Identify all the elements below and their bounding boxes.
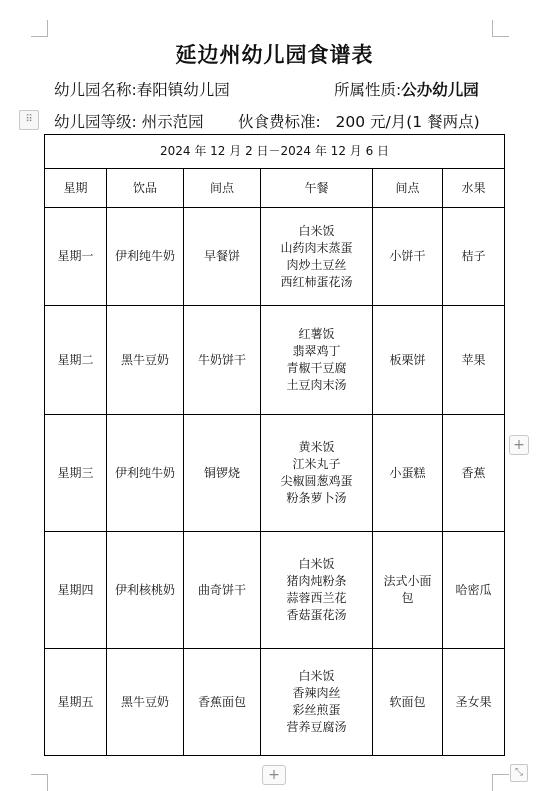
drink-cell[interactable]: 伊利纯牛奶 [107,415,184,532]
lunch-item: 红薯饭 [298,327,335,341]
crop-mark-bottom-right [492,774,509,791]
lunch-item: 白米饭 [298,557,335,571]
table-row [45,306,505,415]
meal-fee-label: 伙食费标准: [238,113,321,131]
day-cell[interactable]: 星期二 [45,306,107,415]
header-cell-snack-1[interactable]: 间点 [184,169,261,208]
drink-cell[interactable]: 黑牛豆奶 [107,649,184,756]
add-row-button[interactable] [262,765,286,785]
kindergarten-level-value: 州示范园 [141,113,204,131]
lunch-item: 肉炒土豆丝 [286,257,347,272]
table-row [45,415,505,532]
header-cell-weekday[interactable]: 星期 [45,169,107,208]
lunch-item: 香辣肉丝 [292,686,341,700]
fruit-cell[interactable]: 苹果 [443,306,505,415]
lunch-item: 白米饭 [298,669,335,683]
add-column-button[interactable] [509,435,529,455]
day-cell[interactable]: 星期四 [45,532,107,649]
lunch-item: 翡翠鸡丁 [292,344,341,358]
fruit-cell[interactable]: 香蕉 [443,415,505,532]
lunch-item: 西红柿蛋花汤 [280,274,353,289]
snack-2-cell[interactable]: 法式小面包 [373,532,443,649]
lunch-cell[interactable] [261,306,373,415]
ownership-type-value: 公办幼儿园 [401,81,479,99]
kindergarten-name-value: 春阳镇幼儿园 [136,81,230,99]
snack-1-cell[interactable]: 牛奶饼干 [184,306,261,415]
date-range-row [45,135,505,169]
fruit-cell[interactable]: 哈密瓜 [443,532,505,649]
ownership-type-line [334,78,479,100]
drink-cell[interactable]: 伊利核桃奶 [107,532,184,649]
kindergarten-level-label: 幼儿园等级: [54,113,137,131]
header-row [45,169,505,208]
date-range-cell[interactable]: 2024 年 12 月 2 日－2024 年 12 月 6 日 [45,135,505,169]
lunch-item: 尖椒圆葱鸡蛋 [280,474,353,488]
header-cell-drink[interactable]: 饮品 [107,169,184,208]
snack-1-cell[interactable]: 铜锣烧 [184,415,261,532]
snack-2-cell[interactable]: 小饼干 [373,208,443,306]
kindergarten-level-line [54,110,204,132]
plus-icon: + [513,437,525,453]
meal-fee-value: 200 元/月(1 餐两点) [335,113,480,131]
fruit-cell[interactable]: 桔子 [443,208,505,306]
drink-cell[interactable]: 黑牛豆奶 [107,306,184,415]
lunch-item: 江米丸子 [292,457,341,471]
lunch-item: 营养豆腐汤 [286,720,347,734]
ownership-type-label: 所属性质: [334,81,402,99]
lunch-item: 山药肉末蒸蛋 [280,240,353,255]
lunch-item: 青椒干豆腐 [286,361,347,375]
crop-mark-top-right [492,20,509,37]
resize-corner-icon[interactable]: ⤡ [510,764,528,782]
lunch-item: 粉条萝卜汤 [286,491,347,505]
drink-cell[interactable]: 伊利纯牛奶 [107,208,184,306]
crop-mark-bottom-left [31,774,48,791]
lunch-item: 香菇蛋花汤 [286,608,347,622]
snack-1-cell[interactable]: 曲奇饼干 [184,532,261,649]
day-cell[interactable]: 星期五 [45,649,107,756]
snack-2-cell[interactable]: 软面包 [373,649,443,756]
snack-1-cell[interactable]: 香蕉面包 [184,649,261,756]
snack-2-cell[interactable]: 小蛋糕 [373,415,443,532]
day-cell[interactable]: 星期一 [45,208,107,306]
lunch-cell[interactable] [261,532,373,649]
snack-1-cell[interactable]: 早餐饼 [184,208,261,306]
snack-2-cell[interactable]: 板栗饼 [373,306,443,415]
lunch-item: 白米饭 [298,223,335,238]
table-row [45,208,505,306]
fruit-cell[interactable]: 圣女果 [443,649,505,756]
table-row [45,649,505,756]
lunch-item: 土豆肉末汤 [286,378,347,392]
document-title: 延边州幼儿园食谱表 [175,43,374,67]
plus-icon: + [268,767,280,783]
lunch-item: 猪肉炖粉条 [286,574,347,588]
day-cell[interactable]: 星期三 [45,415,107,532]
header-cell-fruit[interactable]: 水果 [443,169,505,208]
grid-dots-icon[interactable]: ⠿ [19,110,39,130]
lunch-cell[interactable] [261,649,373,756]
lunch-item: 彩丝煎蛋 [292,703,341,717]
header-cell-lunch[interactable]: 午餐 [261,169,373,208]
menu-table [44,134,505,756]
kindergarten-name-line [54,78,230,100]
lunch-cell[interactable] [261,208,373,306]
kindergarten-name-label: 幼儿园名称: [54,81,137,99]
meal-fee-line [238,110,480,132]
lunch-item: 黄米饭 [298,440,335,454]
header-cell-snack-2[interactable]: 间点 [373,169,443,208]
crop-mark-top-left [31,20,48,37]
lunch-item: 蒜蓉西兰花 [286,591,347,605]
table-row [45,532,505,649]
lunch-cell[interactable] [261,415,373,532]
